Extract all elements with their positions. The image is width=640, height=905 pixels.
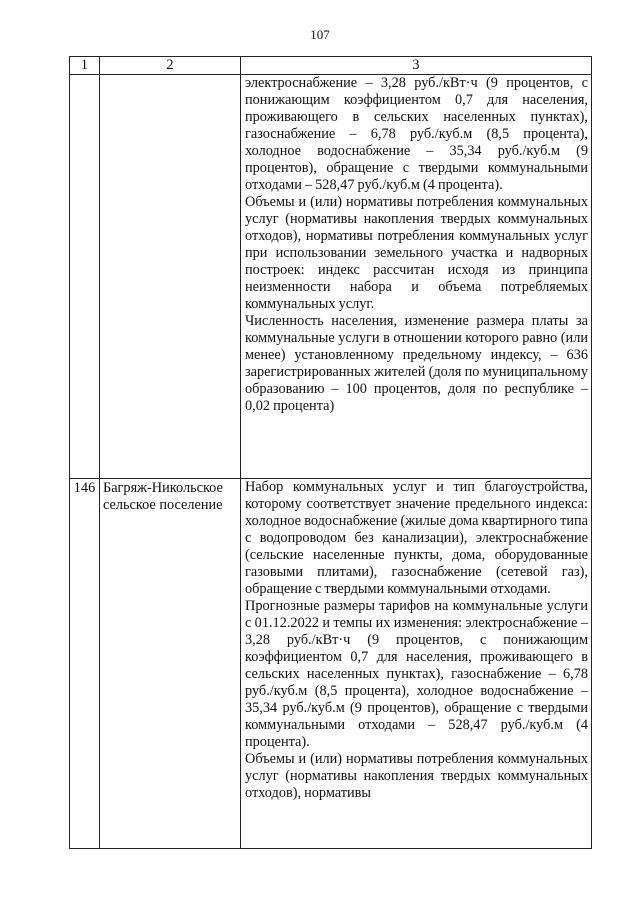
- page-number: 107: [310, 27, 330, 42]
- population-paragraph: Численность населения, изменение размера платы за коммунальные услуги в отношении которого равно (или менее) установленному предельному индексу, – 636 зарегистрированных жителей (доля по муниципальному образованию – 100 процентов, доля по республике – 0,02 процента): [245, 313, 588, 414]
- table-row-continued: [70, 75, 592, 479]
- description-cell: [241, 75, 592, 479]
- consumption-volumes-paragraph: Объемы и (или) нормативы потребления коммунальных услуг (нормативы накопления твердых коммунальных отходов), нормативы: [245, 751, 588, 801]
- table-row-146: [70, 479, 592, 849]
- tariffs-paragraph: электроснабжение – 3,28 руб./кВт·ч (9 процентов, с понижающим коэффициентом 0,7 для населения, проживающего в сельских населенных пунктах), газоснабжение – 6,78 руб./куб.м (8,5 процента), холодное водоснабжение – 35,34 руб./куб.м (9 процентов), обращение с твердыми коммунальными отходами – 528,47 руб./куб.м (4 процента).: [245, 75, 588, 193]
- indices-table: [69, 56, 592, 849]
- consumption-volumes-paragraph: Объемы и (или) нормативы потребления коммунальных услуг (нормативы накопления твердых коммунальных отходов), нормативы потребления коммунальных услуг при использовании земельного участка и надворных построек: индекс рассчитан исходя из принципа неизменности набора и объема потребляемых коммунальных услуг.: [245, 194, 588, 312]
- municipality-name-cell: [100, 75, 241, 479]
- services-set-paragraph: Набор коммунальных услуг и тип благоустройства, которому соответствует значение предельного индекса: холодное водоснабжение (жилые дома квартирного типа с водопроводом без канализации), электроснабжение (сельские населенные пункты, дома, оборудованные газовыми плитами), газоснабжение (сетевой газ), обращение с твердыми коммунальными отходами.: [245, 479, 588, 597]
- table-header-row: [70, 57, 592, 75]
- tariffs-paragraph: Прогнозные размеры тарифов на коммунальные услуги с 01.12.2022 и темпы их изменения: электроснабжение – 3,28 руб./кВт·ч (9 процентов, с понижающим коэффициентом 0,7 для населения, проживающего в сельских населенных пунктах), газоснабжение – 6,78 руб./куб.м (8,5 процента), холодное водоснабжение – 35,34 руб./куб.м (9 процентов), обращение с твердыми коммунальными отходами – 528,47 руб./куб.м (4 процента).: [245, 598, 588, 750]
- column-header-1: 1: [70, 57, 100, 75]
- row-number-cell: [70, 75, 100, 479]
- column-header-3: 3: [241, 57, 592, 75]
- column-header-2: 2: [100, 57, 241, 75]
- row-number-cell: 146: [70, 479, 100, 849]
- description-cell: [241, 479, 592, 849]
- municipality-name-cell: Багряж-Никольское сельское поселение: [100, 479, 241, 849]
